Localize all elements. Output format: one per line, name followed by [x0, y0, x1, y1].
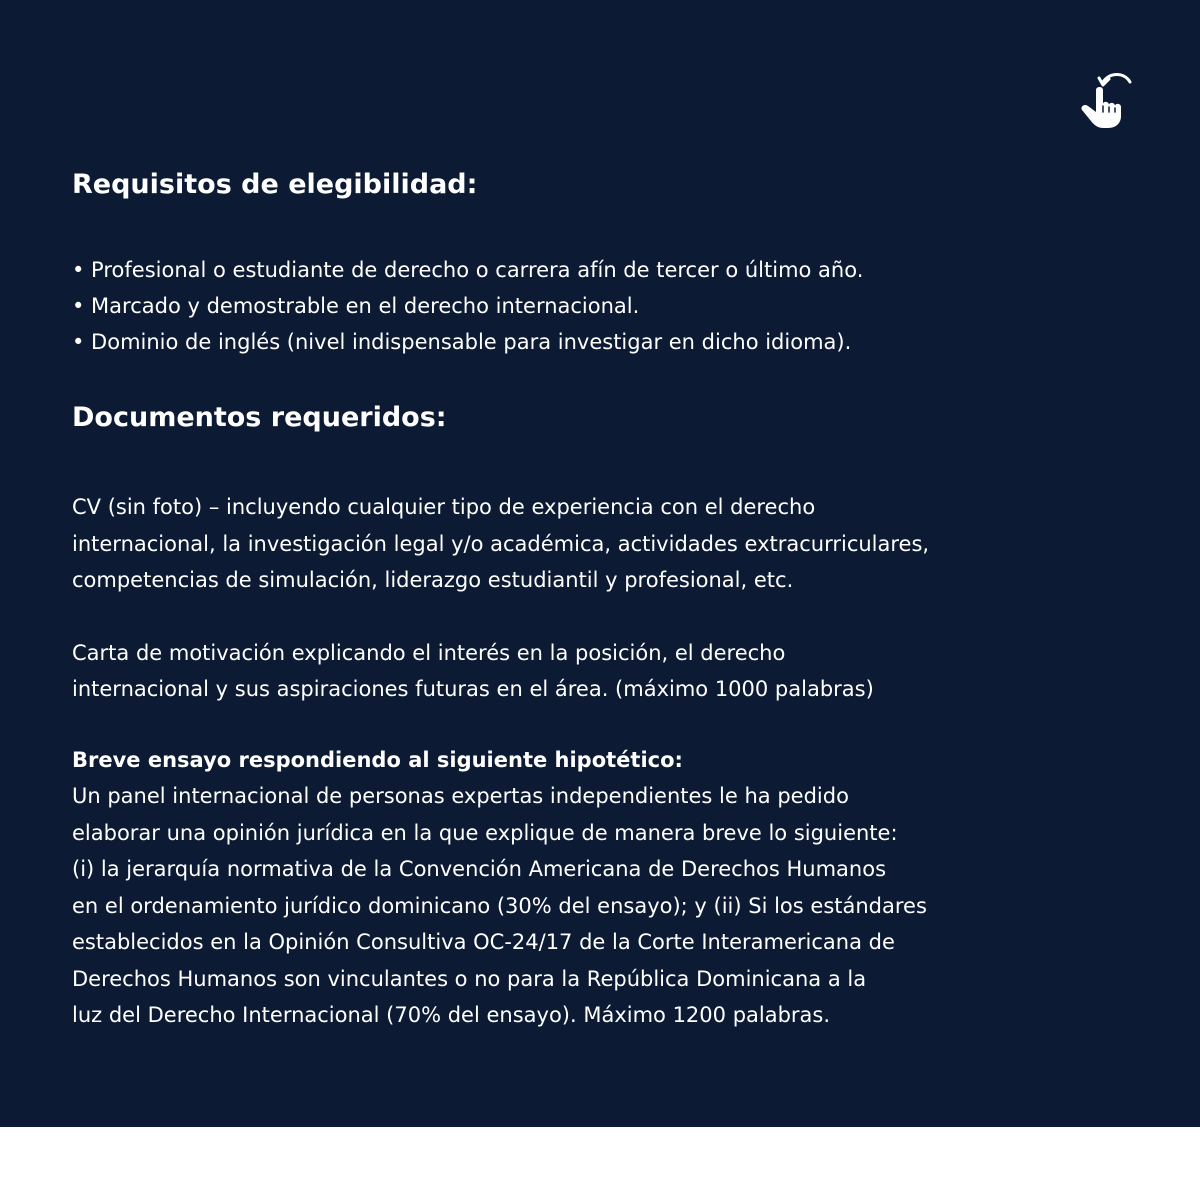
text-line: establecidos en la Opinión Consultiva OC-24/17 de la Corte Interamericana de	[72, 930, 895, 954]
text-line: internacional y sus aspiraciones futuras en el área. (máximo 1000 palabras)	[72, 677, 874, 701]
text-line: internacional, la investigación legal y/o académica, actividades extracurriculares,	[72, 531, 930, 556]
cv-paragraph	[72, 489, 1147, 599]
text-line: (i) la jerarquía normativa de la Convención Americana de Derechos Humanos	[72, 857, 887, 881]
text-line: Derechos Humanos son vinculantes o no para la República Dominicana a la	[72, 966, 867, 991]
text-line: en el ordenamiento jurídico dominicano (30% del ensayo); y (ii) Si los estándares	[72, 893, 927, 918]
documents-heading: Documentos requeridos:	[72, 402, 447, 433]
eligibility-heading: Requisitos de elegibilidad:	[72, 169, 478, 200]
essay-heading: Breve ensayo respondiendo al siguiente hipotético:	[72, 747, 683, 772]
eligibility-list	[72, 252, 1147, 360]
text-line: Carta de motivación explicando el interés en la posición, el derecho	[72, 640, 786, 665]
swipe-hand-icon	[1072, 66, 1138, 132]
text-line: elaborar una opinión jurídica en la que explique de manera breve lo siguiente:	[72, 820, 898, 845]
text-line: Un panel internacional de personas expertas independientes le ha pedido	[72, 784, 849, 808]
essay-paragraph	[72, 778, 1147, 1034]
letter-paragraph	[72, 635, 1147, 708]
text-line: competencias de simulación, liderazgo estudiantil y profesional, etc.	[72, 568, 794, 592]
list-item: • Profesional o estudiante de derecho o carrera afín de tercer o último año.	[72, 258, 864, 282]
list-item: • Dominio de inglés (nivel indispensable para investigar en dicho idioma).	[72, 330, 852, 354]
text-line: luz del Derecho Internacional (70% del ensayo). Máximo 1200 palabras.	[72, 1003, 831, 1027]
text-line: CV (sin foto) – incluyendo cualquier tipo de experiencia con el derecho	[72, 495, 816, 519]
main-content	[72, 165, 1147, 1034]
list-item: • Marcado y demostrable en el derecho internacional.	[72, 294, 640, 318]
